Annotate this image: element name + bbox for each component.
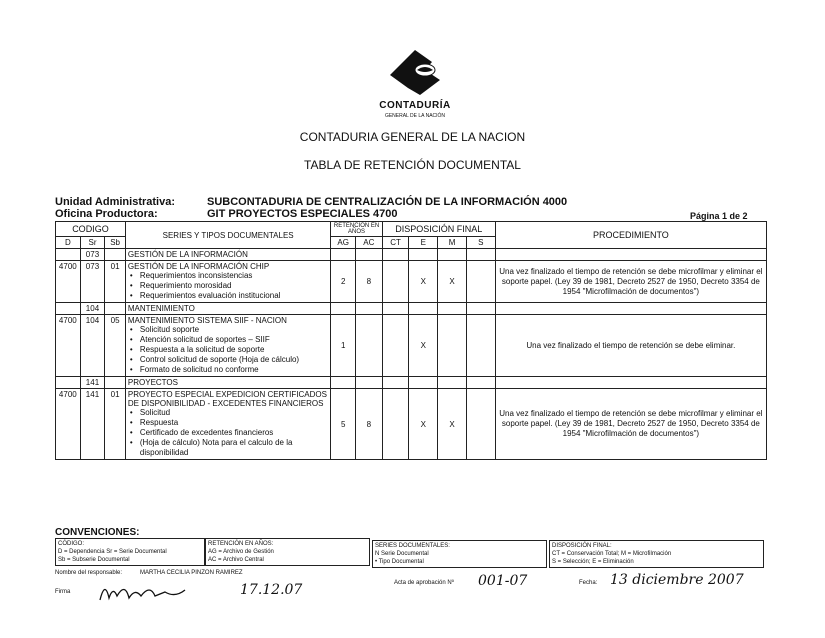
tipo-item: • (Hoja de cálculo) Nota para el calculo de la disponibilidad xyxy=(138,438,328,458)
header-sr: Sr xyxy=(80,237,105,249)
procedimiento: Una vez finalizado el tiempo de retención se debe microfilmar y eliminar el soporte papel. (Ley 39 de 1981, Decreto 2527 de 1950, Decreto 3354 de 1954 "Microfilmación de documentos") xyxy=(495,389,766,460)
subseries-name: GESTIÓN DE LA INFORMACIÓN CHIP xyxy=(127,262,270,271)
series-code: 104 xyxy=(80,303,105,315)
subseries-row xyxy=(56,389,767,460)
page-number: Página 1 de 2 xyxy=(690,211,748,221)
header-e: E xyxy=(409,237,438,249)
header-ct: CT xyxy=(382,237,409,249)
header-ac: AC xyxy=(356,237,383,249)
s-value xyxy=(466,261,495,303)
code-d: 4700 xyxy=(56,389,81,460)
code-sr: 104 xyxy=(80,315,105,377)
conv-codigo-title: CÓDIGO: xyxy=(58,541,85,547)
logo-name: CONTADURÍA xyxy=(379,100,451,111)
oficina-value: GIT PROYECTOS ESPECIALES 4700 xyxy=(207,208,398,220)
tipo-item: • Atención solicitud de soportes – SIIF xyxy=(138,335,328,345)
conv-disposicion xyxy=(549,540,764,568)
header-series: SERIES Y TIPOS DOCUMENTALES xyxy=(125,222,330,249)
conv-retencion xyxy=(205,538,370,566)
series-code: 073 xyxy=(80,249,105,261)
conv-ret-title: RETENCIÓN EN AÑOS: xyxy=(208,541,274,547)
conv-series xyxy=(372,540,547,568)
header-disposicion: DISPOSICIÓN FINAL xyxy=(382,222,495,237)
acta-value: 001-07 xyxy=(478,573,528,589)
m-value: X xyxy=(438,261,467,303)
code-sb: 05 xyxy=(105,315,126,377)
conventions-title: CONVENCIONES: xyxy=(55,527,140,538)
ct-value xyxy=(382,389,409,460)
e-value: X xyxy=(409,261,438,303)
ct-value xyxy=(382,315,409,377)
procedimiento: Una vez finalizado el tiempo de retención se debe eliminar. xyxy=(495,315,766,377)
ct-value xyxy=(382,261,409,303)
conv-ser-line2: • Tipo Documental xyxy=(375,559,424,565)
conv-codigo xyxy=(55,538,205,566)
ag-value: 1 xyxy=(331,315,356,377)
subseries-name: PROYECTO ESPECIAL EXPEDICION CERTIFICADOS DE DISPONIBILIDAD - EXCEDENTES FINANCIEROS xyxy=(127,390,327,408)
code-sb: 01 xyxy=(105,261,126,303)
subseries-row xyxy=(56,261,767,303)
series-row xyxy=(56,303,767,315)
tipos-list xyxy=(128,325,328,375)
responsable-label: Nombre del responsable: xyxy=(55,570,123,576)
header-ag: AG xyxy=(331,237,356,249)
code-d: 4700 xyxy=(56,315,81,377)
tipos-list xyxy=(128,408,328,458)
conv-ser-line1: N Serie Documental xyxy=(375,551,429,557)
m-value xyxy=(438,315,467,377)
ag-value: 5 xyxy=(331,389,356,460)
ac-value xyxy=(356,315,383,377)
firma-label: Firma xyxy=(55,589,71,595)
tipo-item: • Requerimiento morosidad xyxy=(138,281,328,291)
acta-label: Acta de aprobación Nº xyxy=(394,580,454,586)
ag-value: 2 xyxy=(331,261,356,303)
conv-disp-title: DISPOSICIÓN FINAL: xyxy=(552,543,612,549)
ac-value: 8 xyxy=(356,261,383,303)
tipos-list xyxy=(128,271,328,301)
series-name: MANTENIMIENTO xyxy=(125,303,330,315)
series-row xyxy=(56,377,767,389)
subseries-name: MANTENIMIENTO SISTEMA SIIF - NACION xyxy=(127,316,287,325)
e-value: X xyxy=(409,315,438,377)
ac-value: 8 xyxy=(356,389,383,460)
conv-disp-line1: CT = Conservación Total; M = Microfilmación xyxy=(552,551,672,557)
subseries-cell xyxy=(125,261,330,303)
header-codigo: CODIGO xyxy=(56,222,126,237)
tipo-item: • Control solicitud de soporte (Hoja de cálculo) xyxy=(138,355,328,365)
tipo-item: • Requerimientos inconsistencias xyxy=(138,271,328,281)
tipo-item: • Requerimientos evaluación institucional xyxy=(138,291,328,301)
subseries-cell xyxy=(125,389,330,460)
conv-codigo-line2: Sb = Subserie Documental xyxy=(58,557,130,563)
unidad-label: Unidad Administrativa: xyxy=(55,196,175,208)
header-m: M xyxy=(438,237,467,249)
header-retencion: RETENCIÓN EN AÑOS xyxy=(331,222,382,237)
code-d: 4700 xyxy=(56,261,81,303)
tipo-item: • Respuesta xyxy=(138,418,328,428)
conv-ret-line1: AG = Archivo de Gestión xyxy=(208,549,274,555)
conv-ser-title: SERIES DOCUMENTALES: xyxy=(375,543,450,549)
responsable-value: MARTHA CECILIA PINZON RAMIREZ xyxy=(140,570,243,576)
signature-image xyxy=(95,578,205,608)
conv-codigo-line1: D = Dependencia Sr = Serie Documental xyxy=(58,549,167,555)
logo-subtitle: GENERAL DE LA NACIÓN xyxy=(384,113,446,119)
conv-disp-line2: S = Selección; E = Eliminación xyxy=(552,559,634,565)
conv-ret-line2: AC = Archivo Central xyxy=(208,557,264,563)
fecha-label: Fecha: xyxy=(579,580,598,586)
code-sb: 01 xyxy=(105,389,126,460)
code-sr: 073 xyxy=(80,261,105,303)
document-subtitle: TABLA DE RETENCIÓN DOCUMENTAL xyxy=(304,158,521,172)
series-name: PROYECTOS xyxy=(125,377,330,389)
tipo-item: • Solicitud soporte xyxy=(138,325,328,335)
m-value: X xyxy=(438,389,467,460)
tipo-item: • Respuesta a la solicitud de soporte xyxy=(138,345,328,355)
header-d: D xyxy=(56,237,81,249)
header-sb: Sb xyxy=(105,237,126,249)
series-row xyxy=(56,249,767,261)
s-value xyxy=(466,389,495,460)
subseries-cell xyxy=(125,315,330,377)
unidad-value: SUBCONTADURIA DE CENTRALIZACIÓN DE LA INFORMACIÓN 4000 xyxy=(207,196,568,208)
e-value: X xyxy=(409,389,438,460)
tipo-item: • Formato de solicitud no conforme xyxy=(138,365,328,375)
procedimiento: Una vez finalizado el tiempo de retención se debe microfilmar y eliminar el soporte papel. (Ley 39 de 1981, Decreto 2527 de 1950, Decreto 3354 de 1954 "Microfilmación de documentos") xyxy=(495,261,766,303)
header-procedimiento: PROCEDIMIENTO xyxy=(495,222,766,249)
header-s: S xyxy=(466,237,495,249)
retention-table xyxy=(55,221,767,460)
s-value xyxy=(466,315,495,377)
series-name: GESTIÓN DE LA INFORMACIÓN xyxy=(125,249,330,261)
subseries-row xyxy=(56,315,767,377)
series-code: 141 xyxy=(80,377,105,389)
fecha-value: 13 diciembre 2007 xyxy=(610,572,744,588)
oficina-label: Oficina Productora: xyxy=(55,208,158,220)
document-title: CONTADURIA GENERAL DE LA NACION xyxy=(299,130,526,144)
tipo-item: • Solicitud xyxy=(138,408,328,418)
tipo-item: • Certificado de excedentes financieros xyxy=(138,428,328,438)
firma-date: 17.12.07 xyxy=(240,582,303,598)
code-sr: 141 xyxy=(80,389,105,460)
